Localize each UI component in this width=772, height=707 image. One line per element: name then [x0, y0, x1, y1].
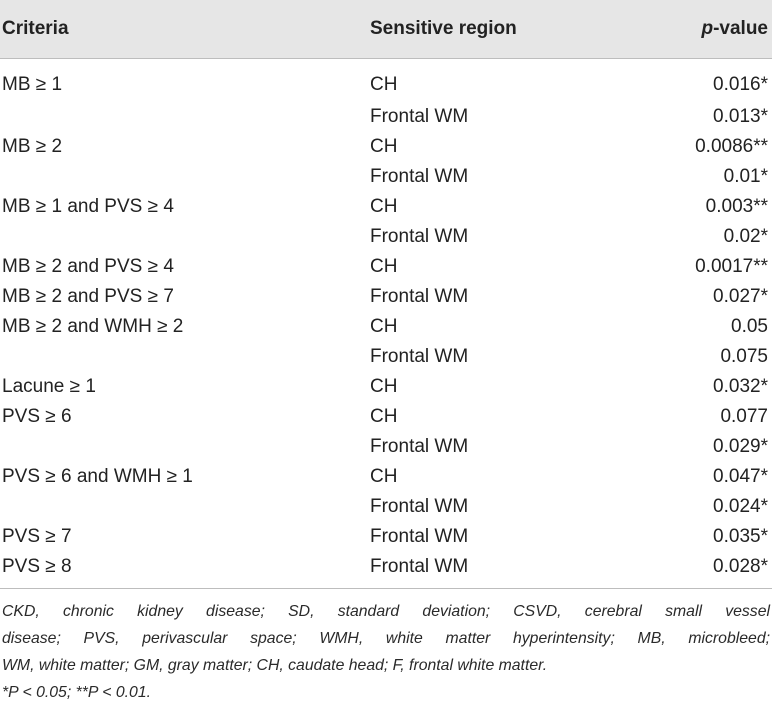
cell-criteria: [0, 342, 370, 372]
cell-criteria: MB ≥ 1: [2, 73, 63, 95]
cell-criteria: PVS ≥ 8: [2, 556, 72, 577]
cell-sensitive-region: Frontal WM: [370, 436, 469, 457]
cell-sensitive-region: Frontal WM: [370, 106, 469, 127]
cell-sensitive-region: Frontal WM: [370, 346, 469, 367]
table-row: [0, 252, 772, 282]
cell-sensitive-region: Frontal WM: [370, 526, 469, 547]
table-row: [0, 402, 772, 432]
cell-criteria: [0, 432, 370, 462]
cell-sensitive-region: Frontal WM: [370, 496, 469, 517]
table-bottom-rule: [0, 588, 772, 589]
header-row: [0, 0, 772, 59]
cell-criteria: MB ≥ 2 and PVS ≥ 4: [2, 256, 174, 277]
table-row: [0, 59, 772, 103]
table-row: [0, 102, 772, 132]
cell-p-value: 0.029*: [713, 436, 768, 457]
cell-p-value: 0.027*: [713, 286, 768, 307]
header-p-value: [600, 0, 772, 59]
cell-p-value: 0.0017**: [695, 256, 768, 277]
cell-p-value: 0.003**: [705, 196, 768, 217]
cell-p-value: 0.028*: [713, 556, 768, 577]
table-header: [0, 0, 772, 59]
table-row: [0, 492, 772, 522]
cell-p-value: 0.0086**: [695, 136, 768, 157]
cell-p-value: 0.032*: [713, 376, 768, 397]
footnote-line-2: disease; PVS, perivascular space; WMH, white matter hyperintensity; MB, microbleed;: [2, 630, 770, 647]
cell-p-value: 0.016*: [713, 73, 768, 95]
cell-sensitive-region: CH: [370, 196, 398, 217]
table-row: [0, 282, 772, 312]
table-body: [0, 59, 772, 583]
cell-sensitive-region: CH: [370, 256, 398, 277]
cell-sensitive-region: Frontal WM: [370, 226, 469, 247]
table-row: [0, 552, 772, 582]
cell-sensitive-region: CH: [370, 466, 398, 487]
cell-criteria: Lacune ≥ 1: [2, 376, 96, 397]
cell-criteria: [0, 102, 370, 132]
table-row: [0, 522, 772, 552]
cell-criteria: MB ≥ 2 and PVS ≥ 7: [2, 286, 174, 307]
cell-p-value: 0.047*: [713, 466, 768, 487]
cell-criteria: PVS ≥ 7: [2, 526, 72, 547]
cell-criteria: [0, 162, 370, 192]
cell-criteria: [0, 492, 370, 522]
cell-p-value: 0.02*: [723, 226, 768, 247]
cell-sensitive-region: Frontal WM: [370, 556, 469, 577]
cell-p-value: 0.024*: [713, 496, 768, 517]
cell-criteria: [0, 222, 370, 252]
cell-criteria: MB ≥ 1 and PVS ≥ 4: [2, 196, 174, 217]
cell-sensitive-region: CH: [370, 376, 398, 397]
table-row: [0, 222, 772, 252]
footnote-line-1: CKD, chronic kidney disease; SD, standard deviation; CSVD, cerebral small vessel: [2, 603, 770, 620]
cell-p-value: 0.05: [731, 316, 768, 337]
header-criteria: Criteria: [0, 0, 370, 59]
cell-sensitive-region: Frontal WM: [370, 286, 469, 307]
header-sensitive-region: Sensitive region: [370, 0, 600, 59]
cell-p-value: 0.013*: [713, 106, 768, 127]
cell-sensitive-region: CH: [370, 406, 398, 427]
cell-sensitive-region: Frontal WM: [370, 166, 469, 187]
table-row: [0, 432, 772, 462]
cell-criteria: PVS ≥ 6 and WMH ≥ 1: [2, 466, 193, 487]
table-footnote: [2, 598, 770, 706]
table-row: [0, 372, 772, 402]
cell-p-value: 0.035*: [713, 526, 768, 547]
cell-sensitive-region: CH: [370, 136, 398, 157]
table-row: [0, 462, 772, 492]
footnote-significance: *P < 0.05; **P < 0.01.: [2, 684, 152, 701]
cell-criteria: PVS ≥ 6: [2, 406, 72, 427]
cell-p-value: 0.077: [720, 406, 768, 427]
cell-sensitive-region: CH: [370, 316, 398, 337]
cell-p-value: 0.01*: [723, 166, 768, 187]
cell-criteria: MB ≥ 2 and WMH ≥ 2: [2, 316, 184, 337]
table-row: [0, 312, 772, 342]
header-p-rest: -value: [713, 18, 768, 39]
table-row: [0, 192, 772, 222]
table-row: [0, 342, 772, 372]
header-p-italic: p: [701, 18, 714, 39]
footnote-line-3: WM, white matter; GM, gray matter; CH, caudate head; F, frontal white matter.: [2, 657, 548, 674]
table-row: [0, 162, 772, 192]
cell-p-value: 0.075: [720, 346, 768, 367]
cell-criteria: MB ≥ 2: [2, 136, 63, 157]
table-row: [0, 132, 772, 162]
cell-sensitive-region: CH: [370, 73, 398, 95]
